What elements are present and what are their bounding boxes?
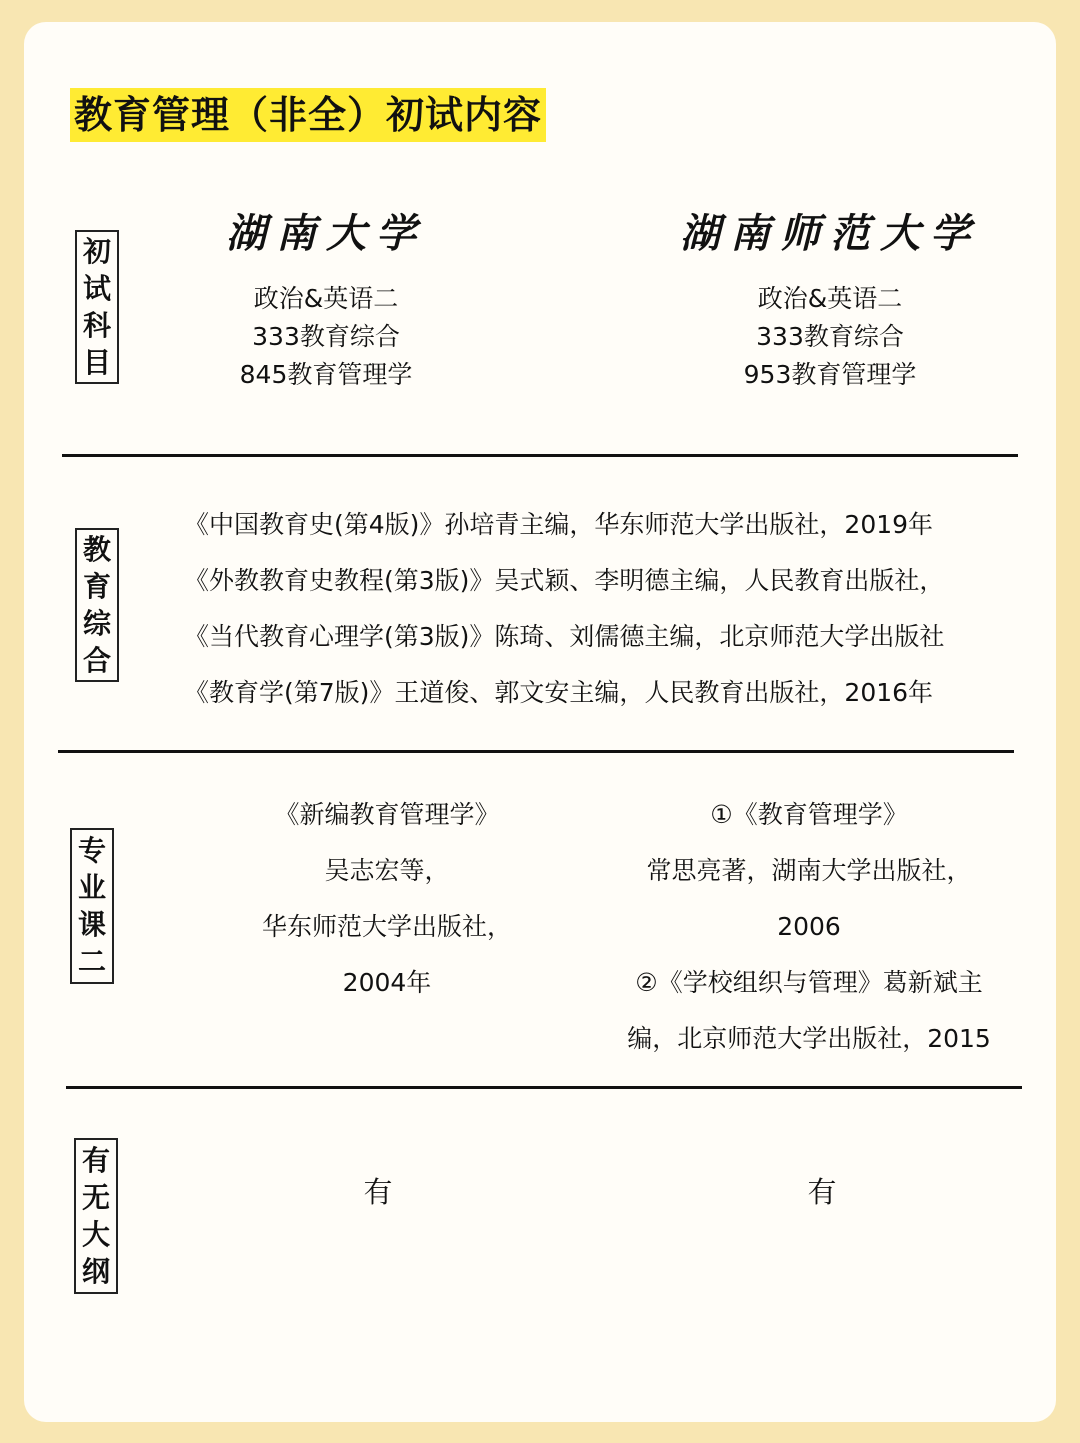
book-item: 《教育学(第7版)》王道俊、郭文安主编，人民教育出版社，2016年	[184, 678, 934, 707]
subject-line: 845教育管理学	[239, 360, 413, 389]
divider-1	[62, 454, 1018, 457]
label-outline: 有 无 大 纲	[74, 1138, 118, 1294]
subject-line: 政治&英语二	[757, 284, 903, 313]
outline-hunnu: 有	[807, 1175, 837, 1209]
book-line: 吴志宏等，	[324, 856, 450, 885]
subject-line: 333教育综合	[756, 322, 904, 351]
professional-books-hunnu	[627, 787, 991, 1067]
professional-books-hnu	[262, 787, 512, 1011]
subject-line: 政治&英语二	[253, 284, 399, 313]
divider-2	[58, 750, 1014, 753]
book-line: 《新编教育管理学》	[274, 800, 500, 829]
book-line: 2006	[777, 912, 841, 941]
outline-hnu: 有	[363, 1175, 393, 1209]
book-line: 2004年	[342, 968, 432, 997]
university-name-hunnu: 湖南师范大学	[680, 210, 980, 257]
book-item: 《当代教育心理学(第3版)》陈琦、刘儒德主编，北京师范大学出版社	[184, 622, 945, 651]
subjects-hunnu	[744, 280, 917, 394]
book-line: 编，北京师范大学出版社，2015	[627, 1024, 991, 1053]
label-comprehensive: 教 育 综 合	[75, 528, 119, 682]
page-title: 教育管理（非全）初试内容	[70, 88, 546, 142]
subjects-hnu	[240, 280, 413, 394]
label-professional: 专 业 课 二	[70, 828, 114, 984]
book-line: ①《教育管理学》	[710, 800, 908, 829]
subject-line: 953教育管理学	[743, 360, 917, 389]
book-line: ②《学校组织与管理》葛新斌主	[635, 968, 983, 997]
university-name-hnu: 湖南大学	[226, 210, 426, 257]
subject-line: 333教育综合	[252, 322, 400, 351]
comprehensive-book-list	[184, 497, 1034, 721]
divider-3	[66, 1086, 1022, 1089]
book-item: 《外教教育史教程(第3版)》吴式颖、李明德主编，人民教育出版社，	[184, 566, 945, 595]
book-line: 华东师范大学出版社，	[261, 912, 513, 941]
book-line: 常思亮著，湖南大学出版社，	[646, 856, 972, 885]
book-item: 《中国教育史(第4版)》孙培青主编，华东师范大学出版社，2019年	[184, 510, 934, 539]
label-subjects: 初 试 科 目	[75, 230, 119, 384]
